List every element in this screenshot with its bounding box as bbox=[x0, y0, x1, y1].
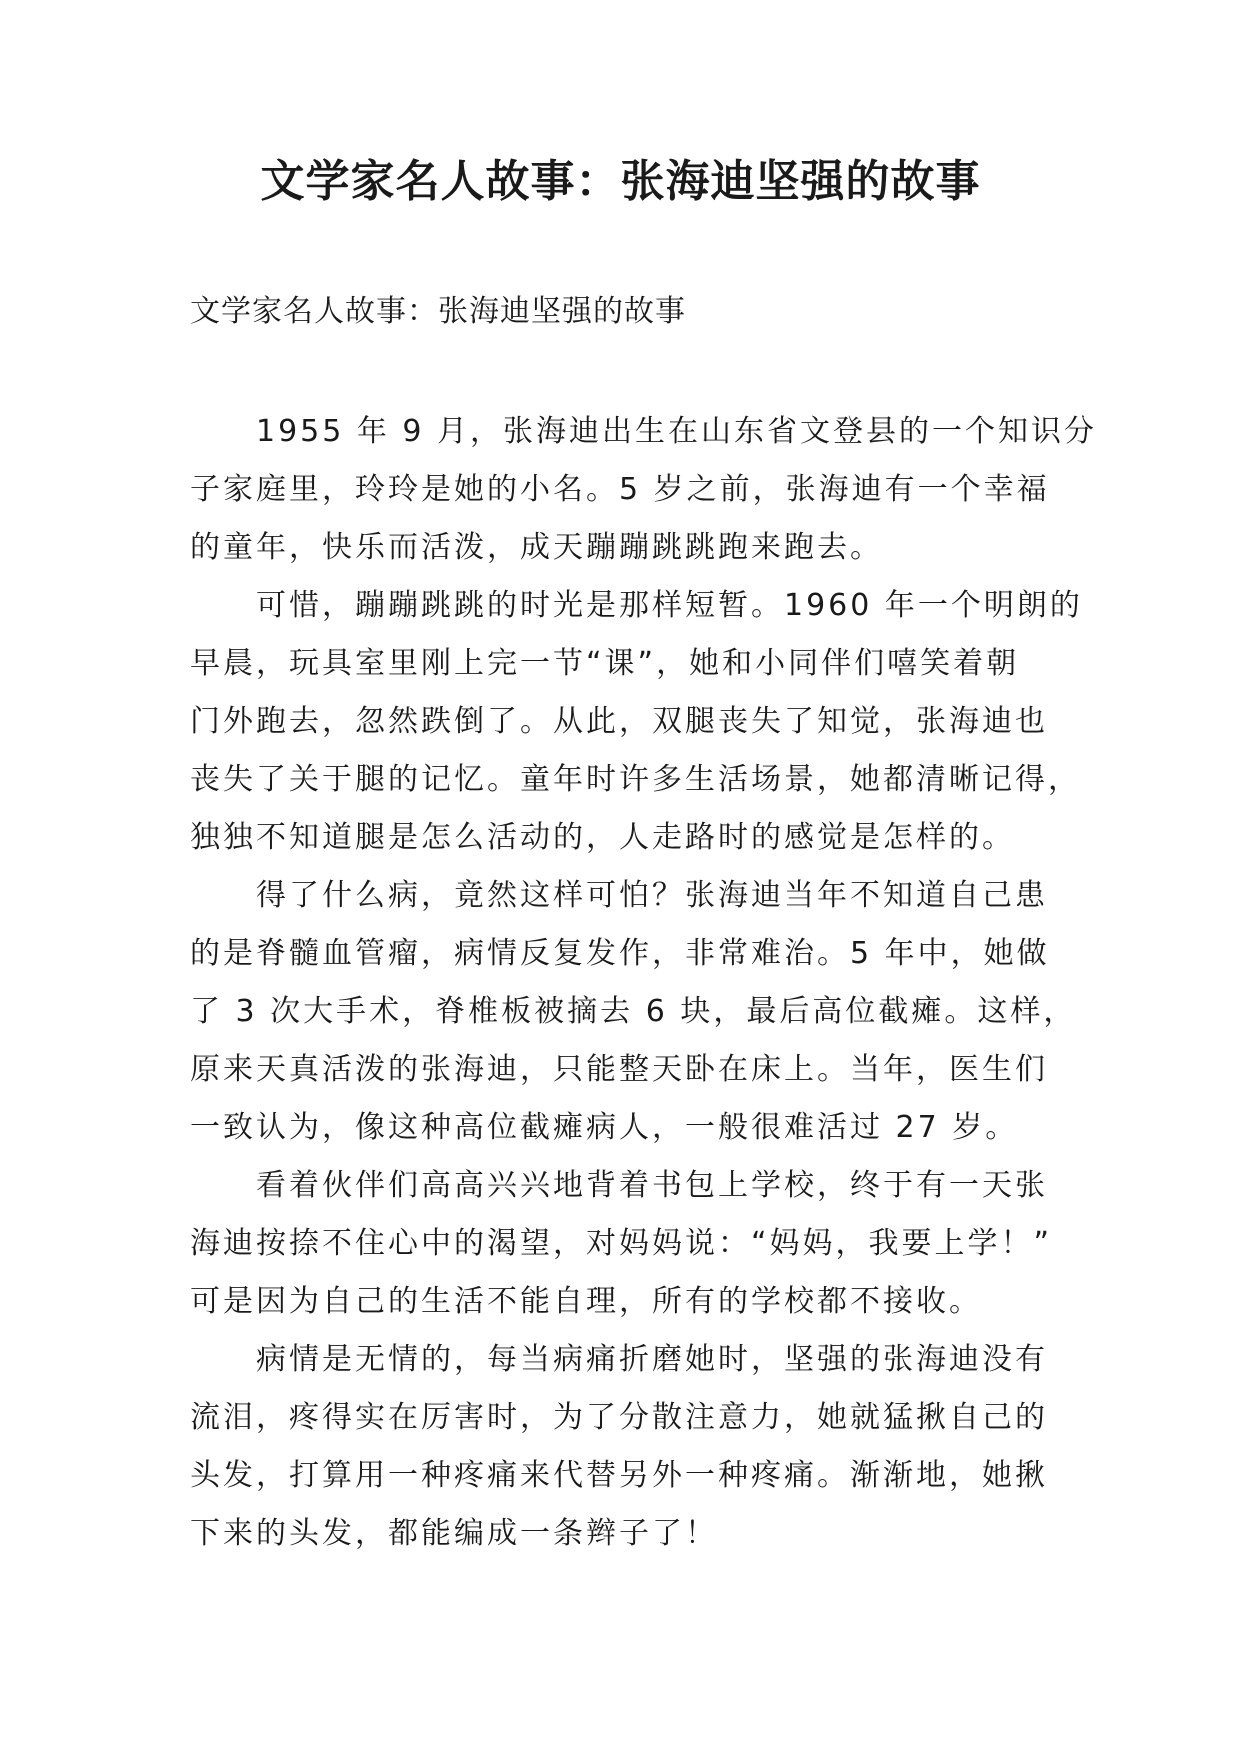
paragraph-line: 门外跑去，忽然跌倒了。从此，双腿丧失了知觉，张海迪也 bbox=[190, 704, 1048, 739]
paragraph-line: 子家庭里，玲玲是她的小名。5 岁之前，张海迪有一个幸福 bbox=[190, 472, 1050, 507]
paragraph-line: 流泪，疼得实在厉害时，为了分散注意力，她就猛揪自己的 bbox=[190, 1400, 1048, 1435]
paragraph-line: 可是因为自己的生活不能自理，所有的学校都不接收。 bbox=[190, 1284, 982, 1319]
paragraph-line: 海迪按捺不住心中的渴望，对妈妈说：“妈妈，我要上学！” bbox=[190, 1226, 1053, 1261]
paragraph bbox=[190, 1157, 1053, 1331]
paragraph-line: 丧失了关于腿的记忆。童年时许多生活场景，她都清晰记得， bbox=[190, 762, 1081, 797]
paragraph bbox=[190, 867, 1077, 1157]
paragraph-line: 1955 年 9 月，张海迪出生在山东省文登县的一个知识分 bbox=[256, 414, 1098, 449]
paragraph-line: 早晨，玩具室里刚上完一节“课”，她和小同伴们嘻笑着朝 bbox=[190, 646, 1020, 681]
paragraph-line: 原来天真活泼的张海迪，只能整天卧在床上。当年，医生们 bbox=[190, 1052, 1048, 1087]
paragraph bbox=[190, 1331, 1050, 1563]
paragraph-line: 病情是无情的，每当病痛折磨她时，坚强的张海迪没有 bbox=[256, 1342, 1048, 1377]
paragraph-line: 看着伙伴们高高兴兴地背着书包上学校，终于有一天张 bbox=[256, 1168, 1048, 1203]
document-title: 文学家名人故事：张海迪坚强的故事 bbox=[260, 156, 981, 207]
article-body bbox=[190, 403, 1098, 1563]
paragraph bbox=[190, 403, 1098, 577]
paragraph-line: 的童年，快乐而活泼，成天蹦蹦跳跳跑来跑去。 bbox=[190, 530, 883, 565]
paragraph-line: 独独不知道腿是怎么活动的，人走路时的感觉是怎样的。 bbox=[190, 820, 1015, 855]
paragraph bbox=[190, 577, 1083, 867]
paragraph-line: 头发，打算用一种疼痛来代替另外一种疼痛。渐渐地，她揪 bbox=[190, 1458, 1048, 1493]
paragraph-line: 下来的头发，都能编成一条辫子了！ bbox=[190, 1516, 718, 1551]
paragraph-line: 了 3 次大手术，脊椎板被摘去 6 块，最后高位截瘫。这样， bbox=[190, 994, 1077, 1029]
document-subtitle: 文学家名人故事：张海迪坚强的故事 bbox=[190, 294, 686, 329]
paragraph-line: 一致认为，像这种高位截瘫病人，一般很难活过 27 岁。 bbox=[190, 1110, 1019, 1145]
paragraph-line: 可惜，蹦蹦跳跳的时光是那样短暂。1960 年一个明朗的 bbox=[256, 588, 1083, 623]
paragraph-line: 的是脊髓血管瘤，病情反复发作，非常难治。5 年中，她做 bbox=[190, 936, 1050, 971]
paragraph-line: 得了什么病，竟然这样可怕？张海迪当年不知道自己患 bbox=[256, 878, 1048, 913]
